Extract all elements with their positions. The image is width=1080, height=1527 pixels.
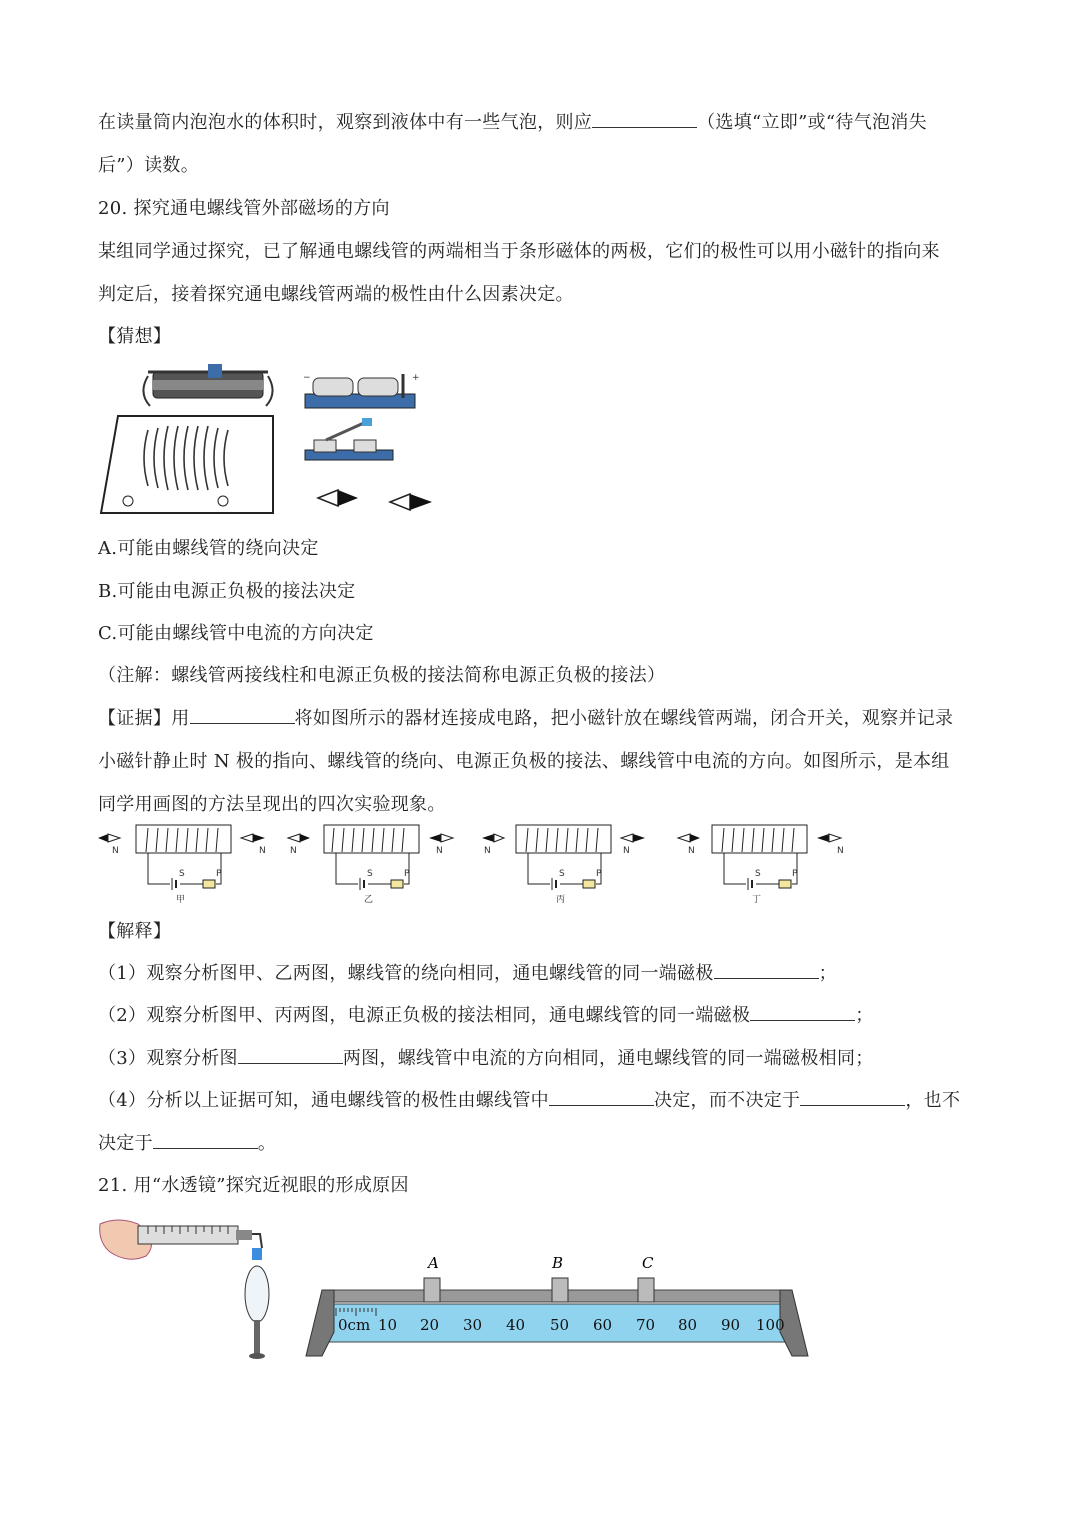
p-label: P: [404, 869, 410, 879]
tick-label: 20: [420, 1316, 440, 1334]
note: （注解：螺线管两接线柱和电源正负极的接法简称电源正负极的接法）: [98, 665, 666, 686]
n-label: N: [837, 846, 844, 856]
p-label: P: [792, 869, 798, 879]
s-label: S: [755, 869, 761, 879]
question-21-title: 21. 用“水透镜”探究近视眼的形成原因: [98, 1175, 409, 1196]
optical-bench-figure: [300, 1248, 815, 1362]
explain-3: [98, 1044, 874, 1070]
compass-needle-icon: [318, 490, 358, 506]
tick-label: 50: [550, 1316, 570, 1334]
tick-label: 90: [721, 1316, 741, 1334]
text: （1）观察分析图甲、乙两图，螺线管的绕向相同，通电螺线管的同一端磁极: [98, 963, 714, 984]
answer-blank[interactable]: [238, 1049, 343, 1064]
answer-blank[interactable]: [549, 1091, 654, 1106]
circuit-yi: [288, 825, 453, 905]
answer-blank[interactable]: [750, 1006, 855, 1021]
figure-label: 甲: [176, 895, 186, 905]
explain-5: [98, 1129, 276, 1155]
text: 两图，螺线管中电流的方向相同，通电螺线管的同一端磁极相同；: [342, 1048, 874, 1069]
figure-label: 丙: [556, 895, 566, 905]
tick-label: 40: [506, 1316, 526, 1334]
tick-label: 10: [378, 1316, 398, 1334]
text: （3）观察分析图: [98, 1048, 238, 1069]
tick-label: 100: [756, 1316, 785, 1334]
answer-blank[interactable]: [714, 964, 819, 979]
marker-label: B: [552, 1254, 564, 1272]
syringe-water-lens-figure: [98, 1212, 278, 1362]
answer-blank[interactable]: [800, 1091, 905, 1106]
tick-label: 70: [636, 1316, 656, 1334]
guess-heading: 【猜想】: [98, 326, 172, 347]
p-label: P: [596, 869, 602, 879]
tick-label: 80: [678, 1316, 698, 1334]
n-label: N: [688, 846, 695, 856]
mount-b: [551, 1254, 568, 1302]
circuit-jia: [98, 825, 266, 905]
marker-label: A: [428, 1254, 439, 1272]
s-label: S: [559, 869, 565, 879]
svg-text:−: −: [303, 373, 311, 383]
tick-label: 0cm: [338, 1316, 371, 1334]
circuit-bing: [482, 825, 645, 905]
option-a: A.可能由螺线管的绕向决定: [98, 538, 319, 559]
n-label: N: [112, 846, 119, 856]
apparatus-figure: [98, 358, 448, 520]
tick-label: 30: [463, 1316, 483, 1334]
circuit-ding: [678, 825, 844, 905]
text: 决定于: [98, 1133, 153, 1154]
water-lens-icon: [245, 1248, 269, 1359]
evidence-line-2: 小磁针静止时 N 极的指向、螺线管的绕向、电源正负极的接法、螺线管中电流的方向。如图所示，是本组: [98, 751, 950, 772]
mount-a: [424, 1254, 440, 1302]
explain-2: [98, 1001, 874, 1027]
s-label: S: [179, 869, 185, 879]
rheostat-icon: [143, 364, 272, 406]
text: 【证据】用: [98, 708, 190, 729]
text: （4）分析以上证据可知，通电螺线管的极性由螺线管中: [98, 1090, 549, 1111]
n-label: N: [484, 846, 491, 856]
text: 决定，而不决定于: [653, 1090, 801, 1111]
n-label: N: [623, 846, 630, 856]
text: 将如图所示的器材连接成电路，把小磁针放在螺线管两端，闭合开关，观察并记录: [294, 708, 954, 729]
explain-4: [98, 1086, 960, 1112]
svg-text:+: +: [412, 373, 420, 383]
text: ；: [855, 1005, 874, 1026]
switch-icon: [305, 418, 393, 460]
answer-blank[interactable]: [153, 1134, 258, 1149]
question-20-para-1: 某组同学通过探究，已了解通电螺线管的两端相当于条形磁体的两极，它们的极性可以用小磁针的指向来: [98, 241, 940, 262]
text-line-1: [98, 108, 927, 134]
coil-board-icon: [101, 416, 273, 513]
tick-label: 60: [593, 1316, 613, 1334]
option-c: C.可能由螺线管中电流的方向决定: [98, 623, 374, 644]
text: ；: [818, 963, 837, 984]
text: ，也不: [905, 1090, 961, 1111]
text: 。: [257, 1133, 277, 1154]
s-label: S: [367, 869, 373, 879]
evidence-line-1: [98, 704, 953, 730]
compass-needle-icon: [390, 494, 432, 510]
question-20-title: 20. 探究通电螺线管外部磁场的方向: [98, 198, 390, 219]
text: （选填“立即”或“待气泡消失: [697, 112, 927, 133]
figure-label: 丁: [752, 895, 762, 905]
mount-c: [638, 1254, 654, 1302]
text-line-2: 后”）读数。: [98, 155, 200, 176]
answer-blank[interactable]: [190, 709, 295, 724]
explain-heading: 【解释】: [98, 921, 172, 942]
text: 在读量筒内泡泡水的体积时，观察到液体中有一些气泡，则应: [98, 112, 593, 133]
battery-icon: [303, 373, 420, 408]
n-label: N: [436, 846, 443, 856]
p-label: P: [216, 869, 222, 879]
circuit-diagrams: [96, 822, 856, 906]
n-label: N: [290, 846, 297, 856]
question-20-para-2: 判定后，接着探究通电螺线管两端的极性由什么因素决定。: [98, 284, 574, 305]
text: （2）观察分析图甲、丙两图，电源正负极的接法相同，通电螺线管的同一端磁极: [98, 1005, 751, 1026]
n-label: N: [259, 846, 266, 856]
explain-1: [98, 959, 837, 985]
marker-label: C: [642, 1254, 654, 1272]
figure-label: 乙: [364, 895, 374, 905]
syringe-icon: [138, 1226, 262, 1248]
option-b: B.可能由电源正负极的接法决定: [98, 581, 356, 602]
evidence-line-3: 同学用画图的方法呈现出的四次实验现象。: [98, 794, 446, 815]
answer-blank[interactable]: [592, 113, 697, 128]
